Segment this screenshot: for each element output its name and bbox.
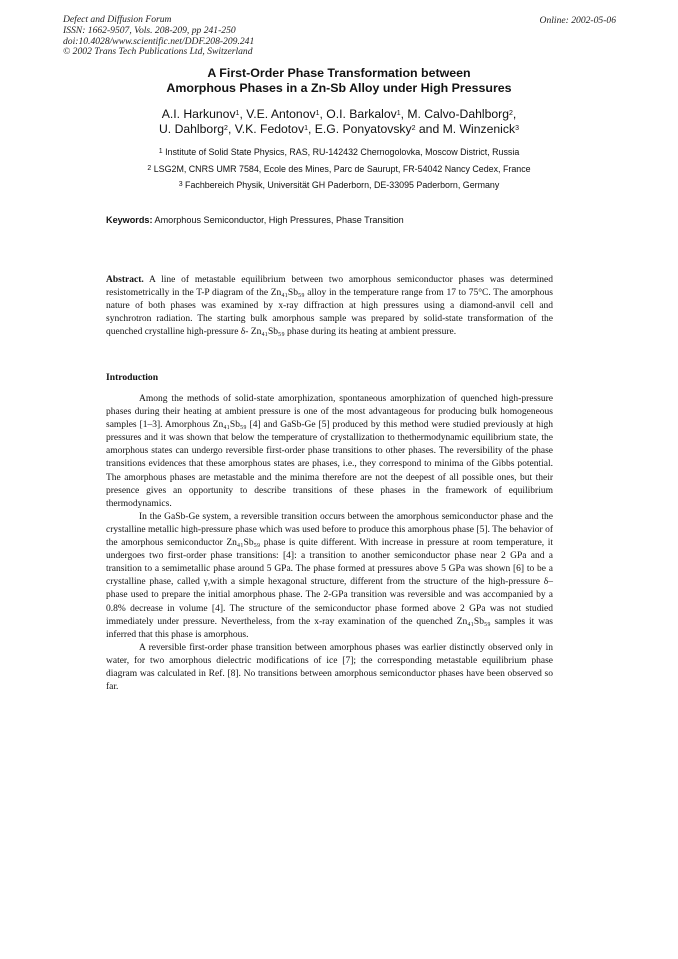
doi-line: doi:10.4028/www.scientific.net/DDF.208-209.241	[63, 35, 255, 47]
abstract	[106, 274, 553, 339]
author-separator: ,	[512, 107, 517, 121]
affiliation-text: Institute of Solid State Physics, RAS, RU-142432 Chernogolovka, Moscow District, Russia	[162, 147, 520, 157]
affiliation-text: LSG2M, CNRS UMR 7584, Ecole des Mines, Parc de Saurupt, FR-54042 Nancy Cedex, France	[151, 164, 531, 174]
author-name: A.I. Harkunov	[161, 107, 236, 121]
affiliation-1	[60, 147, 618, 158]
author-list	[60, 107, 618, 137]
journal-info	[63, 15, 254, 58]
paper-title	[60, 66, 618, 96]
section-heading-introduction: Introduction	[106, 372, 159, 383]
author-affil-mark: 1	[235, 110, 240, 117]
affiliation-mark: 1	[158, 148, 163, 155]
keywords	[106, 215, 404, 225]
affiliation-mark: 2	[147, 165, 152, 172]
intro-paragraph-1: Among the methods of solid-state amorphization, spontaneous amorphization of quenched high-pressure phases during their heating at ambient pressure is one of the most advantageous for producing bulk homogeneous samples [1–3]. Amorphous Zn₄₁Sb₅₉ [4] and GaSb-Ge [5] produced by this method were studied previously at high pressures and it was shown that below the temperature of crystallization to thethermodynamic equilibrium state, the amorphous states can undergo reversible first-order phase transitions to other phases. The reversibility of the phase transitions evidences that these amorphous states are phases, i.e., they correspond to minima of the Gibbs potential. The amorphous phases are metastable and the minima therefore are not the deepest of all possible ones, but their presence gives an opportunity to describe transitions of these phases in the framework of equilibrium thermodynamics.	[106, 394, 553, 509]
introduction-body	[106, 393, 553, 694]
journal-name: Defect and Diffusion Forum	[63, 14, 172, 25]
author-affil-mark: 1	[304, 125, 308, 132]
author-name: and M. Winzenick	[415, 122, 516, 136]
abstract-label: Abstract.	[106, 275, 144, 285]
affiliation-3	[60, 180, 618, 191]
affiliation-2	[60, 164, 618, 175]
intro-paragraph-3: A reversible first-order phase transition between amorphous phases was earlier distinctly observed only in water, for two amorphous dielectric modifications of ice [7]; the corresponding metastable equilibrium phase diagram was calculated in Ref. [8]. No transitions between amorphous semiconductor phases have been observed so far.	[106, 642, 553, 693]
online-date: Online: 2002-05-06	[539, 15, 616, 26]
affiliation-text: Fachbereich Physik, Universität GH Paderborn, DE-33095 Paderborn, Germany	[182, 180, 500, 190]
intro-paragraph-2: In the GaSb-Ge system, a reversible transition occurs between the amorphous semiconductor phase and the crystalline metallic high-pressure phase which was used before to produce this amorphous phase [5]. The behavior of the amorphous semiconductor Zn₄₁Sb₅₉ phase is quite different. With increase in pressure at room temperature, it undergoes two first-order phase transitions: [4]: a transition to another semiconductor phase near 2 GPa and a transition to a semimetallic phase around 5 GPa. The phase formed at pressures above 5 GPa was shown [6] to be a crystalline phase, called γ,with a simple hexagonal structure, different from the structure of the high-pressure δ–phase used to prepare the initial amorphous phase. The 2-GPa transition was reversible and was accompanied by a 0.8% decrease in volume [4]. The structure of the semiconductor phase formed above 2 GPa was not studied immediately under pressure. Nevertheless, from the x-ray examination of the quenched Zn₄₁Sb₅₉ samples it was inferred that this phase is amorphous.	[106, 511, 553, 640]
author-affil-mark: 2	[508, 110, 513, 117]
author-name: , V.K. Fedotov	[227, 122, 305, 136]
author-affil-mark: 3	[515, 125, 519, 132]
author-line-1	[60, 107, 618, 122]
affiliation-mark: 3	[178, 181, 183, 188]
author-affil-mark: 2	[224, 125, 228, 132]
author-affil-mark: 1	[315, 110, 320, 117]
author-name: , V.E. Antonov	[239, 107, 316, 121]
author-name: , E.G. Ponyatovsky	[307, 122, 412, 136]
author-name: , M. Calvo-Dahlborg	[400, 107, 509, 121]
author-name: , O.I. Barkalov	[319, 107, 397, 121]
title-line-1: A First-Order Phase Transformation between	[207, 66, 471, 80]
author-line-2	[60, 122, 618, 137]
copyright-line: © 2002 Trans Tech Publications Ltd, Switzerland	[63, 46, 253, 58]
keywords-label: Keywords:	[106, 215, 153, 225]
title-line-2: Amorphous Phases in a Zn-Sb Alloy under High Pressures	[166, 81, 512, 95]
author-affil-mark: 1	[396, 110, 401, 117]
abstract-text: A line of metastable equilibrium between two amorphous semiconductor phases was determined resistometrically in the T-P diagram of the Zn₄₁Sb₅₉ alloy in the temperature range from 17 to 75°C. The amorphous nature of both phases was examined by x-ray diffraction at high pressures using a diamond-anvil cell and synchrotron radiation. The starting bulk amorphous sample was prepared by solid-state transformation of the quenched crystalline high-pressure δ- Zn₄₁Sb₅₉ phase during its heating at ambient pressure.	[106, 275, 553, 338]
author-affil-mark: 2	[411, 125, 416, 132]
keywords-text: Amorphous Semiconductor, High Pressures, Phase Transition	[152, 215, 404, 225]
issn-line: ISSN: 1662-9507, Vols. 208-209, pp 241-250	[63, 24, 236, 36]
author-name: U. Dahlborg	[159, 122, 225, 136]
